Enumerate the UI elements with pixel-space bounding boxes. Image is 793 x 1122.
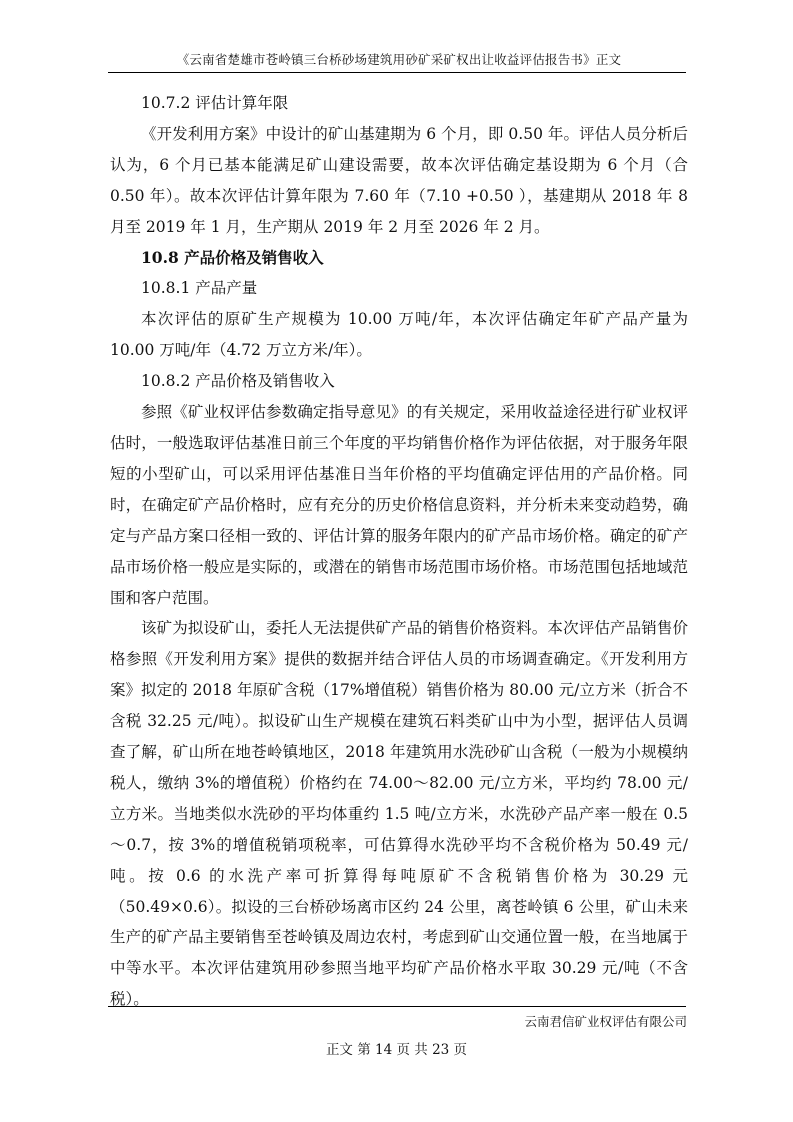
subsection-heading-10-7-2: 10.7.2 评估计算年限	[141, 94, 289, 112]
paragraph-calculation-period: 《开发利用方案》中设计的矿山基建期为 6 个月，即 0.50 年。评估人员分析后认为，6 个月已基本能满足矿山建设需要，故本次评估确定基设期为 6 个月（合 0.50 年）。故本次评估计算年限为 7.60 年（7.10 +0.50 ），基建期从 2018 年 8 月至 2019 年 1 月，生产期从 2019 年 2 月至 2026 年 2 月。	[110, 124, 688, 236]
footer-divider	[108, 1006, 686, 1007]
paragraph-product-output: 本次评估的原矿生产规模为 10.00 万吨/年，本次评估确定年矿产品产量为 10.00 万吨/年（4.72 万立方米/年）。	[110, 310, 688, 360]
footer-company-name: 云南君信矿业权评估有限公司	[524, 1014, 687, 1029]
paragraph-pricing-determination: 该矿为拟设矿山，委托人无法提供矿产品的销售价格资料。本次评估产品销售价格参照《开发利用方案》提供的数据并结合评估人员的市场调查确定。《开发利用方案》拟定的 2018 年原矿含税（17%增值税）销售价格为 80.00 元/立方米（折合不含税 32.25 元/吨）。拟设矿山生产规模在建筑石料类矿山中为小型，据评估人员调查了解，矿山所在地苍岭镇地区，2018 年建筑用水洗砂矿山含税（一般为小规模纳税人，缴纳 3%的增值税）价格约在 74.00～82.00 元/立方米，平均约 78.00 元/立方米。当地类似水洗砂的平均体重约 1.5 吨/立方米，水洗砂产品产率一般在 0.5～0.7，按 3%的增值税销项税率，可估算得水洗砂平均不含税价格为 50.49 元/吨。按 0.6 的水洗产率可折算得每吨原矿不含税销售价格为 30.29 元（50.49×0.6）。拟设的三台桥砂场离市区约 24 公里，离苍岭镇 6 公里，矿山未来生产的矿产品主要销售至苍岭镇及周边农村，考虑到矿山交通位置一般，在当地属于中等水平。本次评估建筑用砂参照当地平均矿产品价格水平取 30.29 元/吨（不含税）。	[110, 619, 688, 1009]
section-heading-10-8: 10.8 产品价格及销售收入	[141, 247, 324, 267]
subsection-heading-10-8-1: 10.8.1 产品产量	[141, 279, 258, 298]
document-body	[110, 88, 688, 1015]
page-number: 正文 第 14 页 共 23 页	[325, 1042, 468, 1058]
paragraph-pricing-guidance: 参照《矿业权评估参数确定指导意见》的有关规定，采用收益途径进行矿业权评估时，一般选取评估基准日前三个年度的平均销售价格作为评估依据，对于服务年限短的小型矿山，可以采用评估基准日当年价格的平均值确定评估用的产品价格。同时，在确定矿产品价格时，应有充分的历史价格信息资料，并分析未来变动趋势，确定与产品方案口径相一致的、评估计算的服务年限内的矿产品市场价格。确定的矿产品市场价格一般应是实际的，或潜在的销售市场范围市场价格。市场范围包括地域范围和客户范围。	[110, 403, 688, 607]
header-divider	[108, 72, 686, 73]
subsection-heading-10-8-2: 10.8.2 产品价格及销售收入	[141, 372, 335, 391]
page-header-title: 《云南省楚雄市苍岭镇三台桥砂场建筑用砂矿采矿权出让收益评估报告书》正文	[176, 52, 622, 67]
